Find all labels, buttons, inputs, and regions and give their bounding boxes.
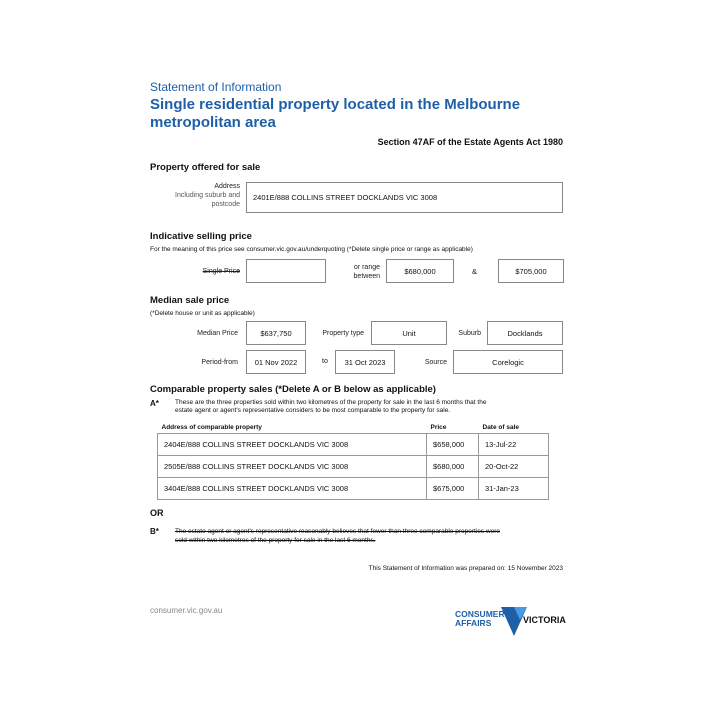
logo-line-victoria: VICTORIA xyxy=(523,615,566,625)
address-sublabel-2: postcode xyxy=(211,201,240,208)
option-a-text-line-1: These are the three properties sold within two kilometres of the property for sale in the last 6 months that the xyxy=(175,399,487,406)
median-price-label: Median Price xyxy=(197,330,238,337)
source-field: Corelogic xyxy=(453,350,563,374)
address-label: Address xyxy=(214,183,240,190)
suburb-label: Suburb xyxy=(458,330,481,337)
table-row xyxy=(158,456,549,478)
prepared-date: This Statement of Information was prepared on: 15 November 2023 xyxy=(368,565,563,572)
comparable-date: 31-Jan-23 xyxy=(479,478,549,500)
address-field: 2401E/888 COLLINS STREET DOCKLANDS VIC 3008 xyxy=(246,182,563,213)
range-label-line-2: between xyxy=(353,273,380,280)
address-label-group xyxy=(150,182,240,209)
indicative-heading: Indicative selling price xyxy=(150,231,252,242)
column-header: Price xyxy=(430,423,447,431)
page-title: Single residential property located in the Melbourne metropolitan area xyxy=(150,96,521,131)
suburb-field: Docklands xyxy=(487,321,563,345)
indicative-note: For the meaning of this price see consumer.vic.gov.au/underquoting (*Delete single price or range as applicable) xyxy=(150,246,473,253)
option-a-marker: A* xyxy=(150,399,159,408)
period-to-field: 31 Oct 2023 xyxy=(335,350,395,374)
range-ampersand: & xyxy=(472,267,478,276)
to-label: to xyxy=(322,358,328,365)
comparable-price: $675,000 xyxy=(427,478,479,500)
section-reference: Section 47AF of the Estate Agents Act 1980 xyxy=(377,137,563,147)
period-from-field: 01 Nov 2022 xyxy=(246,350,306,374)
table-row xyxy=(158,434,549,456)
comparable-date: 20-Oct-22 xyxy=(479,456,549,478)
comparable-price: $658,000 xyxy=(427,434,479,456)
comparable-price: $680,000 xyxy=(427,456,479,478)
logo-line-affairs: AFFAIRS xyxy=(455,618,492,628)
option-b-text xyxy=(175,527,575,545)
or-label: OR xyxy=(150,508,164,518)
period-from-label: Period-from xyxy=(201,359,238,366)
single-price-field xyxy=(246,259,326,283)
range-high-field: $705,000 xyxy=(498,259,564,283)
comparable-address: 2505E/888 COLLINS STREET DOCKLANDS VIC 3008 xyxy=(158,456,427,478)
property-heading: Property offered for sale xyxy=(150,162,261,173)
logo-line-consumer: CONSUMER xyxy=(455,609,505,619)
option-a-text xyxy=(175,399,575,415)
comparable-heading: Comparable property sales (*Delete A or B below as applicable) xyxy=(150,384,436,395)
column-header: Address of comparable property xyxy=(161,423,262,431)
option-b-text-line-1: The estate agent or agent's representative reasonably believes that fewer than three comparable properties were xyxy=(175,528,500,535)
column-header: Date of sale xyxy=(482,423,519,431)
footer-url: consumer.vic.gov.au xyxy=(150,606,223,615)
table-header-row xyxy=(158,421,549,434)
range-label xyxy=(330,263,380,281)
comparable-address: 3404E/888 COLLINS STREET DOCKLANDS VIC 3008 xyxy=(158,478,427,500)
comparable-table xyxy=(157,421,549,500)
option-b-text-line-2: sold within two kilometres of the property for sale in the last 6 months. xyxy=(175,537,376,544)
range-low-field: $680,000 xyxy=(386,259,454,283)
single-price-label: Single Price xyxy=(202,268,240,275)
median-price-field: $637,750 xyxy=(246,321,306,345)
property-type-field: Unit xyxy=(371,321,447,345)
median-note: (*Delete house or unit as applicable) xyxy=(150,310,255,317)
source-label: Source xyxy=(424,359,447,366)
address-sublabel: Including suburb and xyxy=(175,192,240,199)
median-heading: Median sale price xyxy=(150,295,230,306)
table-row xyxy=(158,478,549,500)
comparable-date: 13-Jul-22 xyxy=(479,434,549,456)
option-b-marker: B* xyxy=(150,527,159,536)
option-a-text-line-2: estate agent or agent's representative considers to be most comparable to the property for sale. xyxy=(175,407,451,414)
comparable-address: 2404E/888 COLLINS STREET DOCKLANDS VIC 3008 xyxy=(158,434,427,456)
consumer-affairs-victoria-logo xyxy=(455,606,570,642)
pre-title: Statement of Information xyxy=(150,80,282,94)
range-label-line-1: or range xyxy=(353,264,380,271)
property-type-label: Property type xyxy=(322,330,364,337)
